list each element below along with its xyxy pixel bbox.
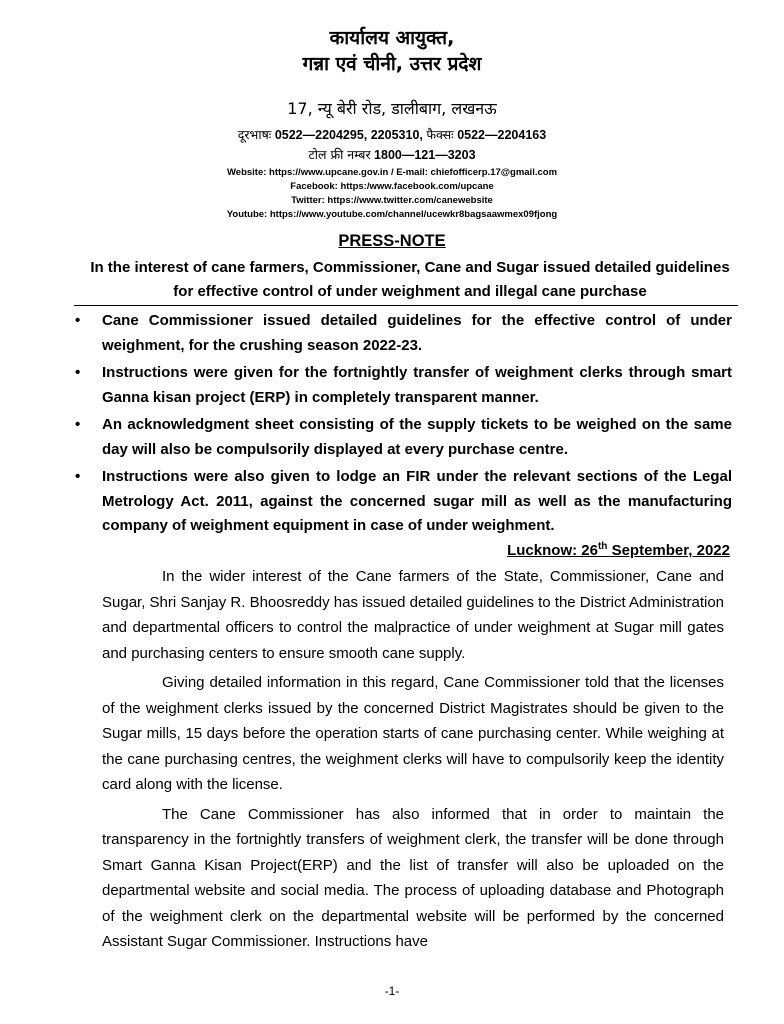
body-paragraph: The Cane Commissioner has also informed that in order to maintain the transparency in the fortnightly transfers of weighment clerk, the transfer will be done through Smart Ganna Kisan Project(ERP) and the list of transfer will also be uploaded on the departmental website and social media. The process of uploading database and Photograph of the weighment clerk on the departmental website will be performed by the concerned Assistant Sugar Commissioner. Instructions have [102, 805, 724, 950]
dateline: Lucknow: 26th September, 2022 [507, 541, 730, 559]
office-address: 17, न्यू बेरी रोड, डालीबाग, लखनऊ [287, 99, 497, 118]
press-note-body [102, 564, 724, 959]
twitter-line: Twitter: https://www.twitter.com/canewebsite [291, 195, 493, 206]
phone-numbers: 0522—2204295, 2205310, [274, 128, 423, 142]
divider [74, 305, 738, 306]
bullet-icon: • [75, 312, 81, 329]
highlights-list [72, 309, 732, 542]
toll-free-label: टोल फ्री नम्बर [308, 147, 371, 162]
department-title: गन्ना एवं चीनी, उत्तर प्रदेश [302, 53, 482, 75]
fax-number: 0522—2204163 [457, 128, 547, 142]
page-number: -1- [384, 984, 400, 998]
highlight-item: • Cane Commissioner issued detailed guidelines for the effective control of under weighment, for the crushing season 2022-23. [72, 309, 732, 358]
bullet-icon: • [75, 416, 81, 433]
website-email-line: Website: https://www.upcane.gov.in / E-mail: chiefofficerp.17@gmail.com [226, 167, 558, 178]
office-title: कार्यालय आयुक्त, [329, 27, 455, 49]
highlight-item: • Instructions were given for the fortnightly transfer of weighment clerks through smart Ganna kisan project (ERP) in completely transparent manner. [72, 361, 732, 410]
toll-free-number: 1800—121—3203 [374, 148, 476, 162]
phone-label: दूरभाषः [237, 127, 272, 142]
toll-free-line [0, 146, 784, 164]
body-paragraph: Giving detailed information in this regard, Cane Commissioner told that the licenses of the weighment clerks issued by the concerned District Magistrates should be given to the Sugar mills, 15 days before the operation starts of cane purchasing center. While weighing at the cane purchasing centres, the weighment clerks will have to compulsorily keep the identity card along with the license. [102, 674, 724, 793]
highlight-item: • An acknowledgment sheet consisting of the supply tickets to be weighed on the same day will also be compulsorily displayed at every purchase centre. [72, 413, 732, 462]
youtube-line: Youtube: https://www.youtube.com/channel/ucewkr8bagsaawmex09fjong [226, 209, 558, 220]
press-note-subtitle: In the interest of cane farmers, Commissioner, Cane and Sugar issued detailed guidelines for effective control of under weighment and illegal cane purchase [90, 259, 730, 300]
body-paragraph: In the wider interest of the Cane farmers of the State, Commissioner, Cane and Sugar, Shri Sanjay R. Bhoosreddy has issued detailed guidelines to the District Administration and departmental officers to control the malpractice of under weighment at Sugar mill gates and purchasing centers to ensure smooth cane supply. [102, 568, 725, 662]
bullet-icon: • [75, 468, 81, 485]
fax-label: फैक्सः [426, 127, 454, 142]
highlight-item: • Instructions were also given to lodge an FIR under the relevant sections of the Legal Metrology Act. 2011, against the concerned sugar mill as well as the manufacturing company of weighment equipment in case of under weighment. [72, 465, 732, 539]
bullet-icon: • [75, 364, 81, 381]
contact-phone-line [0, 126, 784, 144]
press-note-title: PRESS-NOTE [338, 232, 446, 250]
facebook-line: Facebook: https:/www.facebook.com/upcane [290, 181, 494, 192]
